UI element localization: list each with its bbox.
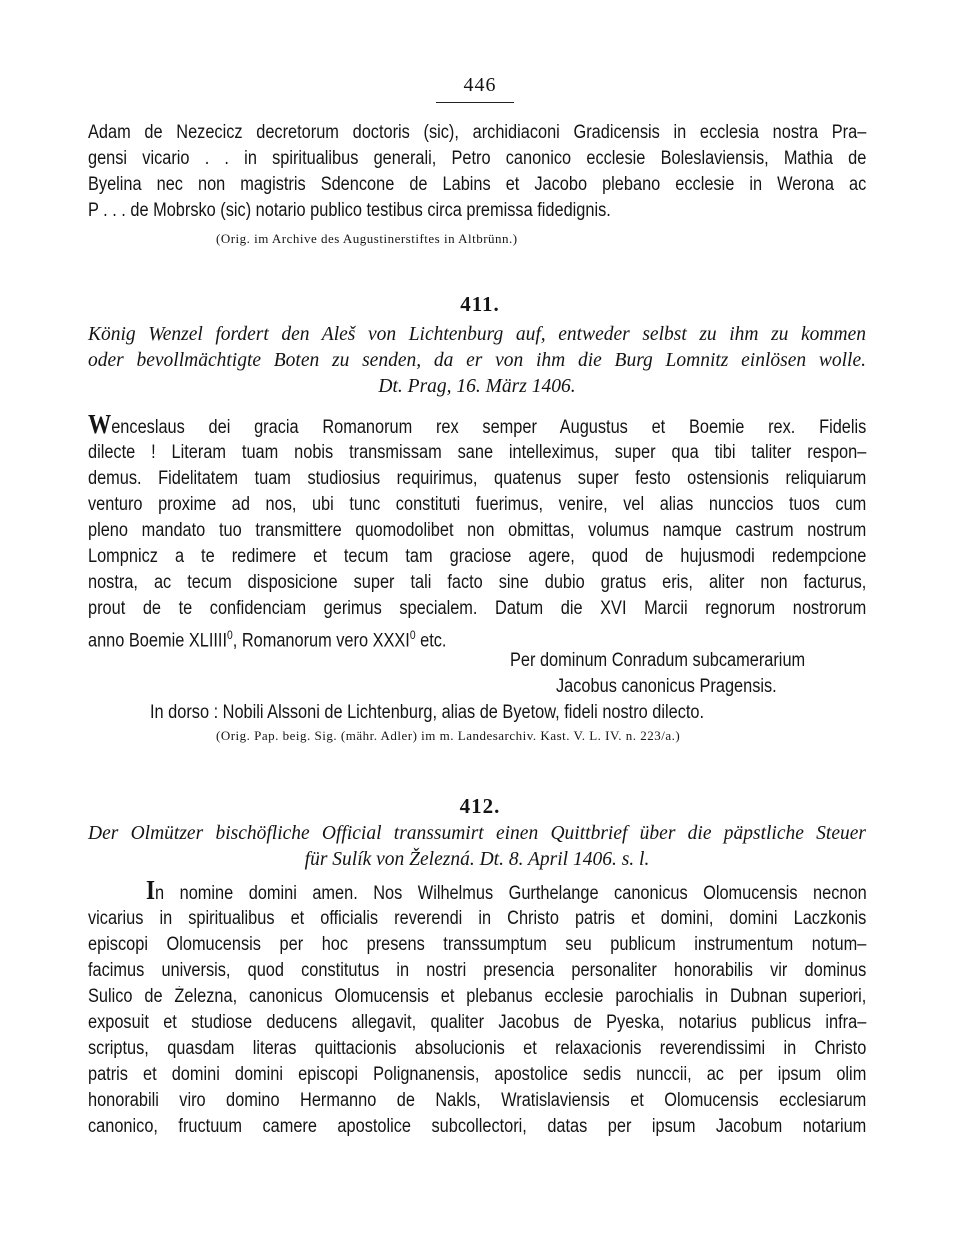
initial-letter: I (146, 875, 156, 905)
document-heading: oder bevollmächtigte Boten zu senden, da er von ihm die Burg Lomnitz einlösen wolle. (88, 350, 866, 371)
document-number: 411. (460, 292, 500, 316)
dorso-line: In dorso : Nobili Alssoni de Lichtenburg, alias de Byetow, fideli nostro dilecto. (150, 702, 705, 723)
text-line: scriptus, quasdam literas quittacionis absolucionis et relaxacionis reverendissimi in Christo (88, 1038, 867, 1059)
page-number: 446 (463, 74, 497, 96)
source-note: (Orig. Pap. beig. Sig. (mähr. Adler) im m. Landesarchiv. Kast. V. L. IV. n. 223/a.) (216, 728, 681, 743)
text-line: Sulico de Żelezna, canonicus Olomucensis et plebanus ecclesie parochialis in Dubnan superiori, (88, 986, 867, 1007)
text-line-last: anno Boemie XLIIII$^0$, Romanorum vero XXXI$^0$ etc. (88, 628, 447, 652)
text-line-first (88, 409, 867, 441)
text-line: nostra, ac tecum disposicione super tali facto sine dubio gratus eris, aliter non facturus, (88, 572, 867, 593)
text-line: Adam de Nezecicz decretorum doctoris (sic), archidiaconi Gradicensis in ecclesia nostra Pra– (88, 122, 867, 143)
text-line: Byelina nec non magistris Sdencone de Labins et Jacobo plebano ecclesie in Werona ac (88, 174, 867, 195)
document-date: Dt. Prag, 16. März 1406. (378, 376, 576, 397)
text-line: patris et domini domini episcopi Polignanensis, apostolice sedis nunccii, ac per ipsum olim (88, 1064, 867, 1085)
initial-letter: W (88, 409, 112, 439)
first-line-text: enceslaus dei gracia Romanorum rex semper Augustus et Boemie rex. Fidelis (111, 417, 867, 438)
text-line: honorabili viro domino Hermanno de Nakls, Wratislaviensis et Olomucensis ecclesiarum (88, 1090, 867, 1111)
text-line: facimus universis, quod constitutus in nostri presencia personaliter honorabilis vir dominus (88, 960, 867, 981)
text-line: venturo proxime ad nos, ubi tunc constituti fuerimus, venire, vel alias nunccios tuos cum (88, 494, 867, 515)
text-line: vicarius in spiritualibus et officialis reverendi in Christo patris et domini, domini Laczkonis (88, 908, 867, 929)
signoff-line: Jacobus canonicus Pragensis. (556, 676, 777, 697)
text-line: episcopi Olomucensis per hoc presens transsumptum seu publicum instrumentum notum– (88, 934, 867, 955)
first-line-text: n nomine domini amen. Nos Wilhelmus Gurthelange canonicus Olomucensis necnon (155, 883, 867, 904)
text-line: gensi vicario . . in spiritualibus generali, Petro canonico ecclesie Boleslaviensis, Mathia de (88, 148, 867, 169)
document-heading: König Wenzel fordert den Aleš von Lichtenburg auf, entweder selbst zu ihm zu kommen (88, 324, 866, 345)
text-line: dilecte ! Literam tuam nobis transmissam sane intelleximus, super qua tibi taliter respon– (88, 442, 867, 463)
text-line: exposuit et studiose deducens allegavit, qualiter Jacobus de Pyeska, notarius publicus infra– (88, 1012, 867, 1033)
text-line: Lompnicz a te redimere et tecum tam graciose agere, quod de hujusmodi redempcione (88, 546, 867, 567)
source-note: (Orig. im Archive des Augustinerstiftes in Altbrünn.) (216, 231, 518, 246)
page-number-rule (436, 102, 514, 103)
signoff-line: Per dominum Conradum subcamerarium (510, 650, 806, 671)
document-heading: für Sulík von Železná. Dt. 8. April 1406. s. l. (304, 849, 650, 870)
text-line: prout de te confidenciam gerimus specialem. Datum die XVI Marcii regnorum nostrorum (88, 598, 867, 619)
text-line: canonico, fructuum camere apostolice subcollectori, datas per ipsum Jacobum notarium (88, 1116, 867, 1137)
text-line: pleno mandato tuo transmittere quomodolibet non obmittas, volumus namque castrum nostrum (88, 520, 867, 541)
text-line-first (146, 875, 867, 907)
text-line: demus. Fidelitatem tuam studiosius requirimus, quatenus super festo ostensionis reliquiarum (88, 468, 867, 489)
document-number: 412. (459, 794, 501, 818)
text-line: P . . . de Mobrsko (sic) notario publico testibus circa premissa fidedignis. (88, 200, 611, 221)
document-heading: Der Olmützer bischöfliche Official transsumirt einen Quittbrief über die päpstliche Steuer (88, 823, 866, 844)
